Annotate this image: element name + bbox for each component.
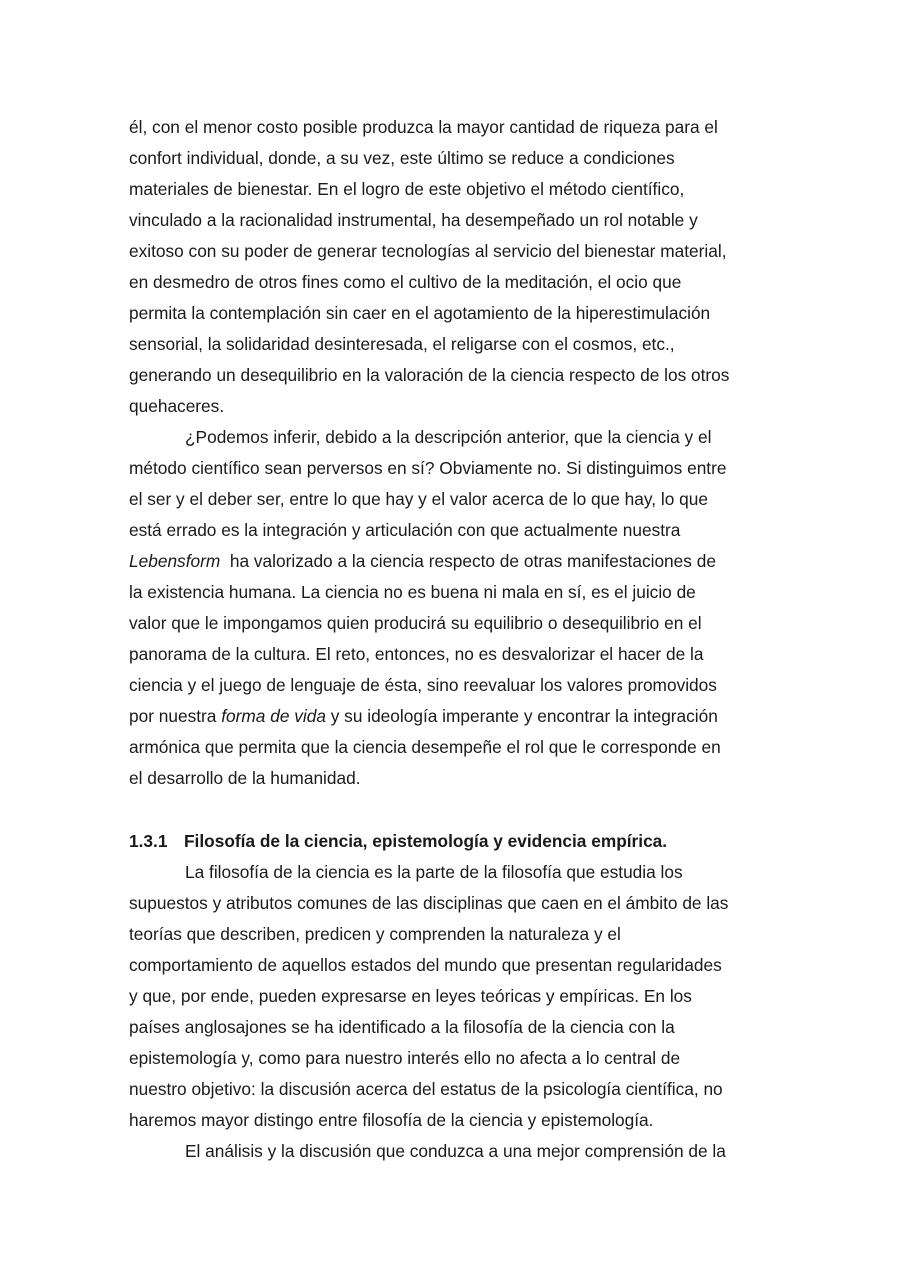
- text-line: [129, 706, 718, 726]
- text-line: supuestos y atributos comunes de las disciplinas que caen en el ámbito de las: [129, 893, 729, 913]
- italic-term-lebensform: Lebensform: [129, 551, 221, 571]
- text-span: y su ideología imperante y encontrar la integración: [325, 706, 718, 726]
- text-line: ¿Podemos inferir, debido a la descripción anterior, que la ciencia y el: [185, 427, 712, 447]
- text-line: el ser y el deber ser, entre lo que hay y el valor acerca de lo que hay, lo que: [129, 489, 708, 509]
- italic-term-forma-de-vida: forma de vida: [221, 706, 326, 726]
- text-line: permita la contemplación sin caer en el agotamiento de la hiperestimulación: [129, 303, 711, 323]
- text-line: nuestro objetivo: la discusión acerca del estatus de la psicología científica, no: [129, 1079, 723, 1099]
- text-line: comportamiento de aquellos estados del mundo que presentan regularidades: [129, 955, 722, 975]
- text-line: está errado es la integración y articulación con que actualmente nuestra: [129, 520, 681, 540]
- section-heading: [129, 831, 667, 851]
- text-line: La filosofía de la ciencia es la parte de la filosofía que estudia los: [185, 862, 683, 882]
- text-line: [129, 551, 716, 571]
- text-line: países anglosajones se ha identificado a la filosofía de la ciencia con la: [129, 1017, 675, 1037]
- text-line: y que, por ende, pueden expresarse en leyes teóricas y empíricas. En los: [129, 986, 692, 1006]
- text-line: en desmedro de otros fines como el cultivo de la meditación, el ocio que: [129, 272, 682, 292]
- text-line: panorama de la cultura. El reto, entonces, no es desvalorizar el hacer de la: [129, 644, 704, 664]
- section-title: Filosofía de la ciencia, epistemología y evidencia empírica.: [184, 831, 668, 851]
- text-span: por nuestra: [129, 706, 222, 726]
- text-line: valor que le impongamos quien producirá su equilibrio o desequilibrio en el: [129, 613, 702, 633]
- text-line: quehaceres.: [129, 396, 225, 416]
- section-number: 1.3.1: [129, 831, 168, 851]
- text-line: haremos mayor distingo entre filosofía de la ciencia y epistemología.: [129, 1110, 654, 1130]
- text-line: la existencia humana. La ciencia no es buena ni mala en sí, es el juicio de: [129, 582, 696, 602]
- text-line: teorías que describen, predicen y comprenden la naturaleza y el: [129, 924, 621, 944]
- text-line: materiales de bienestar. En el logro de este objetivo el método científico,: [129, 179, 685, 199]
- text-span: ha valorizado a la ciencia respecto de otras manifestaciones de: [220, 551, 716, 571]
- text-line: confort individual, donde, a su vez, este último se reduce a condiciones: [129, 148, 675, 168]
- text-line: generando un desequilibrio en la valoración de la ciencia respecto de los otros: [129, 365, 730, 385]
- text-line: exitoso con su poder de generar tecnologías al servicio del bienestar material,: [129, 241, 727, 261]
- text-line: El análisis y la discusión que conduzca a una mejor comprensión de la: [185, 1141, 726, 1161]
- text-line: ciencia y el juego de lenguaje de ésta, sino reevaluar los valores promovidos: [129, 675, 717, 695]
- text-line: el desarrollo de la humanidad.: [129, 768, 361, 788]
- text-line: él, con el menor costo posible produzca la mayor cantidad de riqueza para el: [129, 117, 718, 137]
- text-line: vinculado a la racionalidad instrumental, ha desempeñado un rol notable y: [129, 210, 698, 230]
- text-line: método científico sean perversos en sí? Obviamente no. Si distinguimos entre: [129, 458, 727, 478]
- text-line: epistemología y, como para nuestro interés ello no afecta a lo central de: [129, 1048, 681, 1068]
- text-line: sensorial, la solidaridad desinteresada, el religarse con el cosmos, etc.,: [129, 334, 675, 354]
- text-line: armónica que permita que la ciencia desempeñe el rol que le corresponde en: [129, 737, 721, 757]
